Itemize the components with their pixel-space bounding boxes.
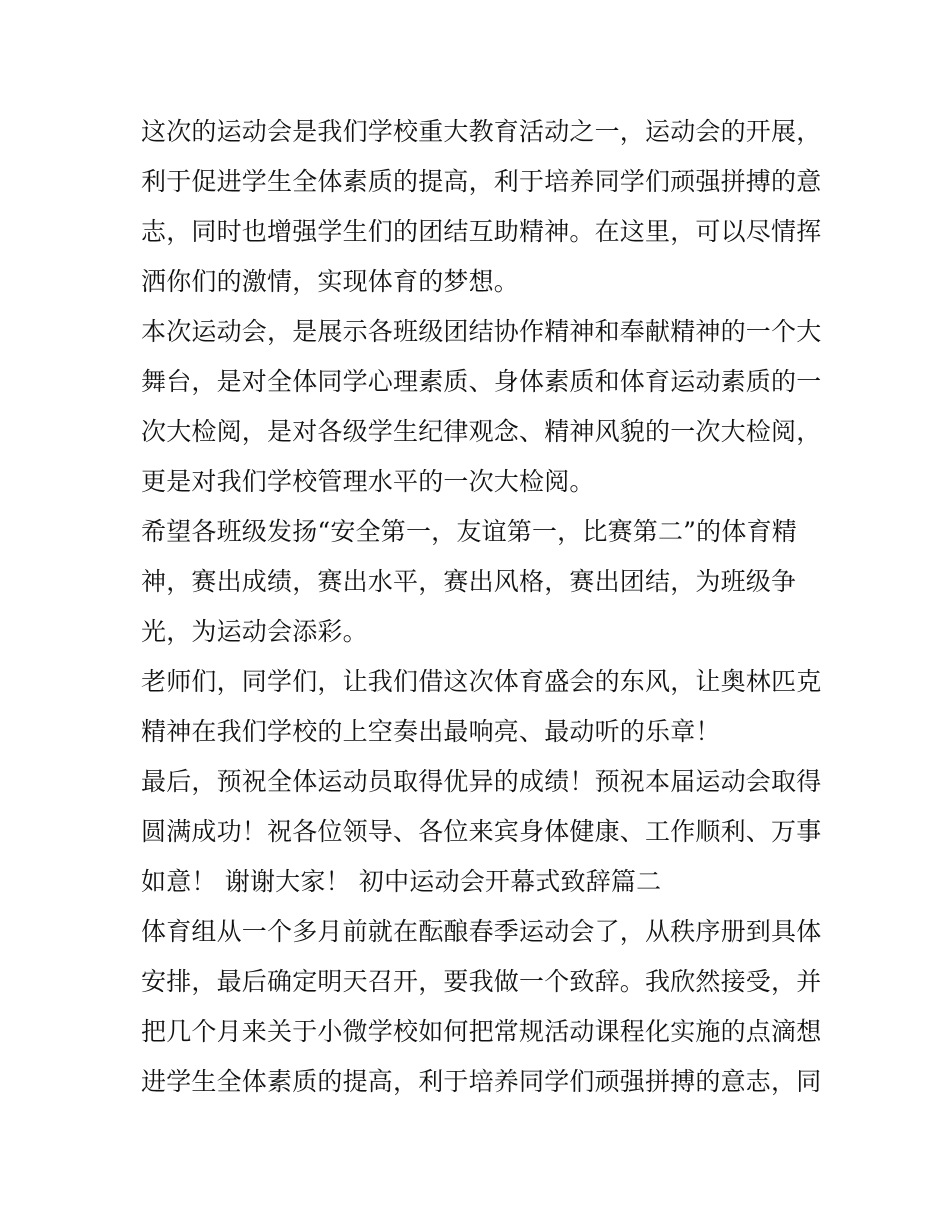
- text-line: 志，同时也增强学生们的团结互助精神。在这里，可以尽情挥: [141, 217, 822, 246]
- text-line: 舞台，是对全体同学心理素质、身体素质和体育运动素质的一: [141, 367, 822, 396]
- text-line: 安排，最后确定明天召开，要我做一个致辞。我欣然接受，并: [141, 967, 822, 996]
- text-line: 光，为运动会添彩。: [141, 617, 368, 646]
- document-body: [141, 107, 821, 1107]
- text-line: 进学生全体素质的提高，利于培养同学们顽强拼搏的意志，同: [141, 1067, 822, 1096]
- text-line: 希望各班级发扬“安全第一，友谊第一，比赛第二”的体育精: [141, 517, 797, 546]
- text-line: 把几个月来关于小微学校如何把常规活动课程化实施的点滴想: [141, 1017, 822, 1046]
- text-line: 体育组从一个多月前就在酝酿春季运动会了，从秩序册到具体: [141, 917, 822, 946]
- text-line: 这次的运动会是我们学校重大教育活动之一，运动会的开展，: [141, 117, 822, 146]
- text-line: 老师们，同学们，让我们借这次体育盛会的东风，让奥林匹克: [141, 667, 822, 696]
- text-line: 最后，预祝全体运动员取得优异的成绩！预祝本届运动会取得: [141, 767, 822, 796]
- text-line: 利于促进学生全体素质的提高，利于培养同学们顽强拼搏的意: [141, 167, 822, 196]
- text-line: 本次运动会，是展示各班级团结协作精神和奉献精神的一个大: [141, 317, 822, 346]
- text-line: 圆满成功！祝各位领导、各位来宾身体健康、工作顺利、万事: [141, 817, 822, 846]
- text-line: 次大检阅，是对各级学生纪律观念、精神风貌的一次大检阅，: [141, 417, 822, 446]
- text-line: 洒你们的激情，实现体育的梦想。: [141, 267, 520, 296]
- text-line: 如意！ 谢谢大家！ 初中运动会开幕式致辞篇二: [141, 867, 662, 896]
- text-line: 神，赛出成绩，赛出水平，赛出风格，赛出团结，为班级争: [141, 567, 797, 596]
- text-line: 精神在我们学校的上空奏出最响亮、最动听的乐章！: [141, 717, 721, 746]
- text-line: 更是对我们学校管理水平的一次大检阅。: [141, 467, 595, 496]
